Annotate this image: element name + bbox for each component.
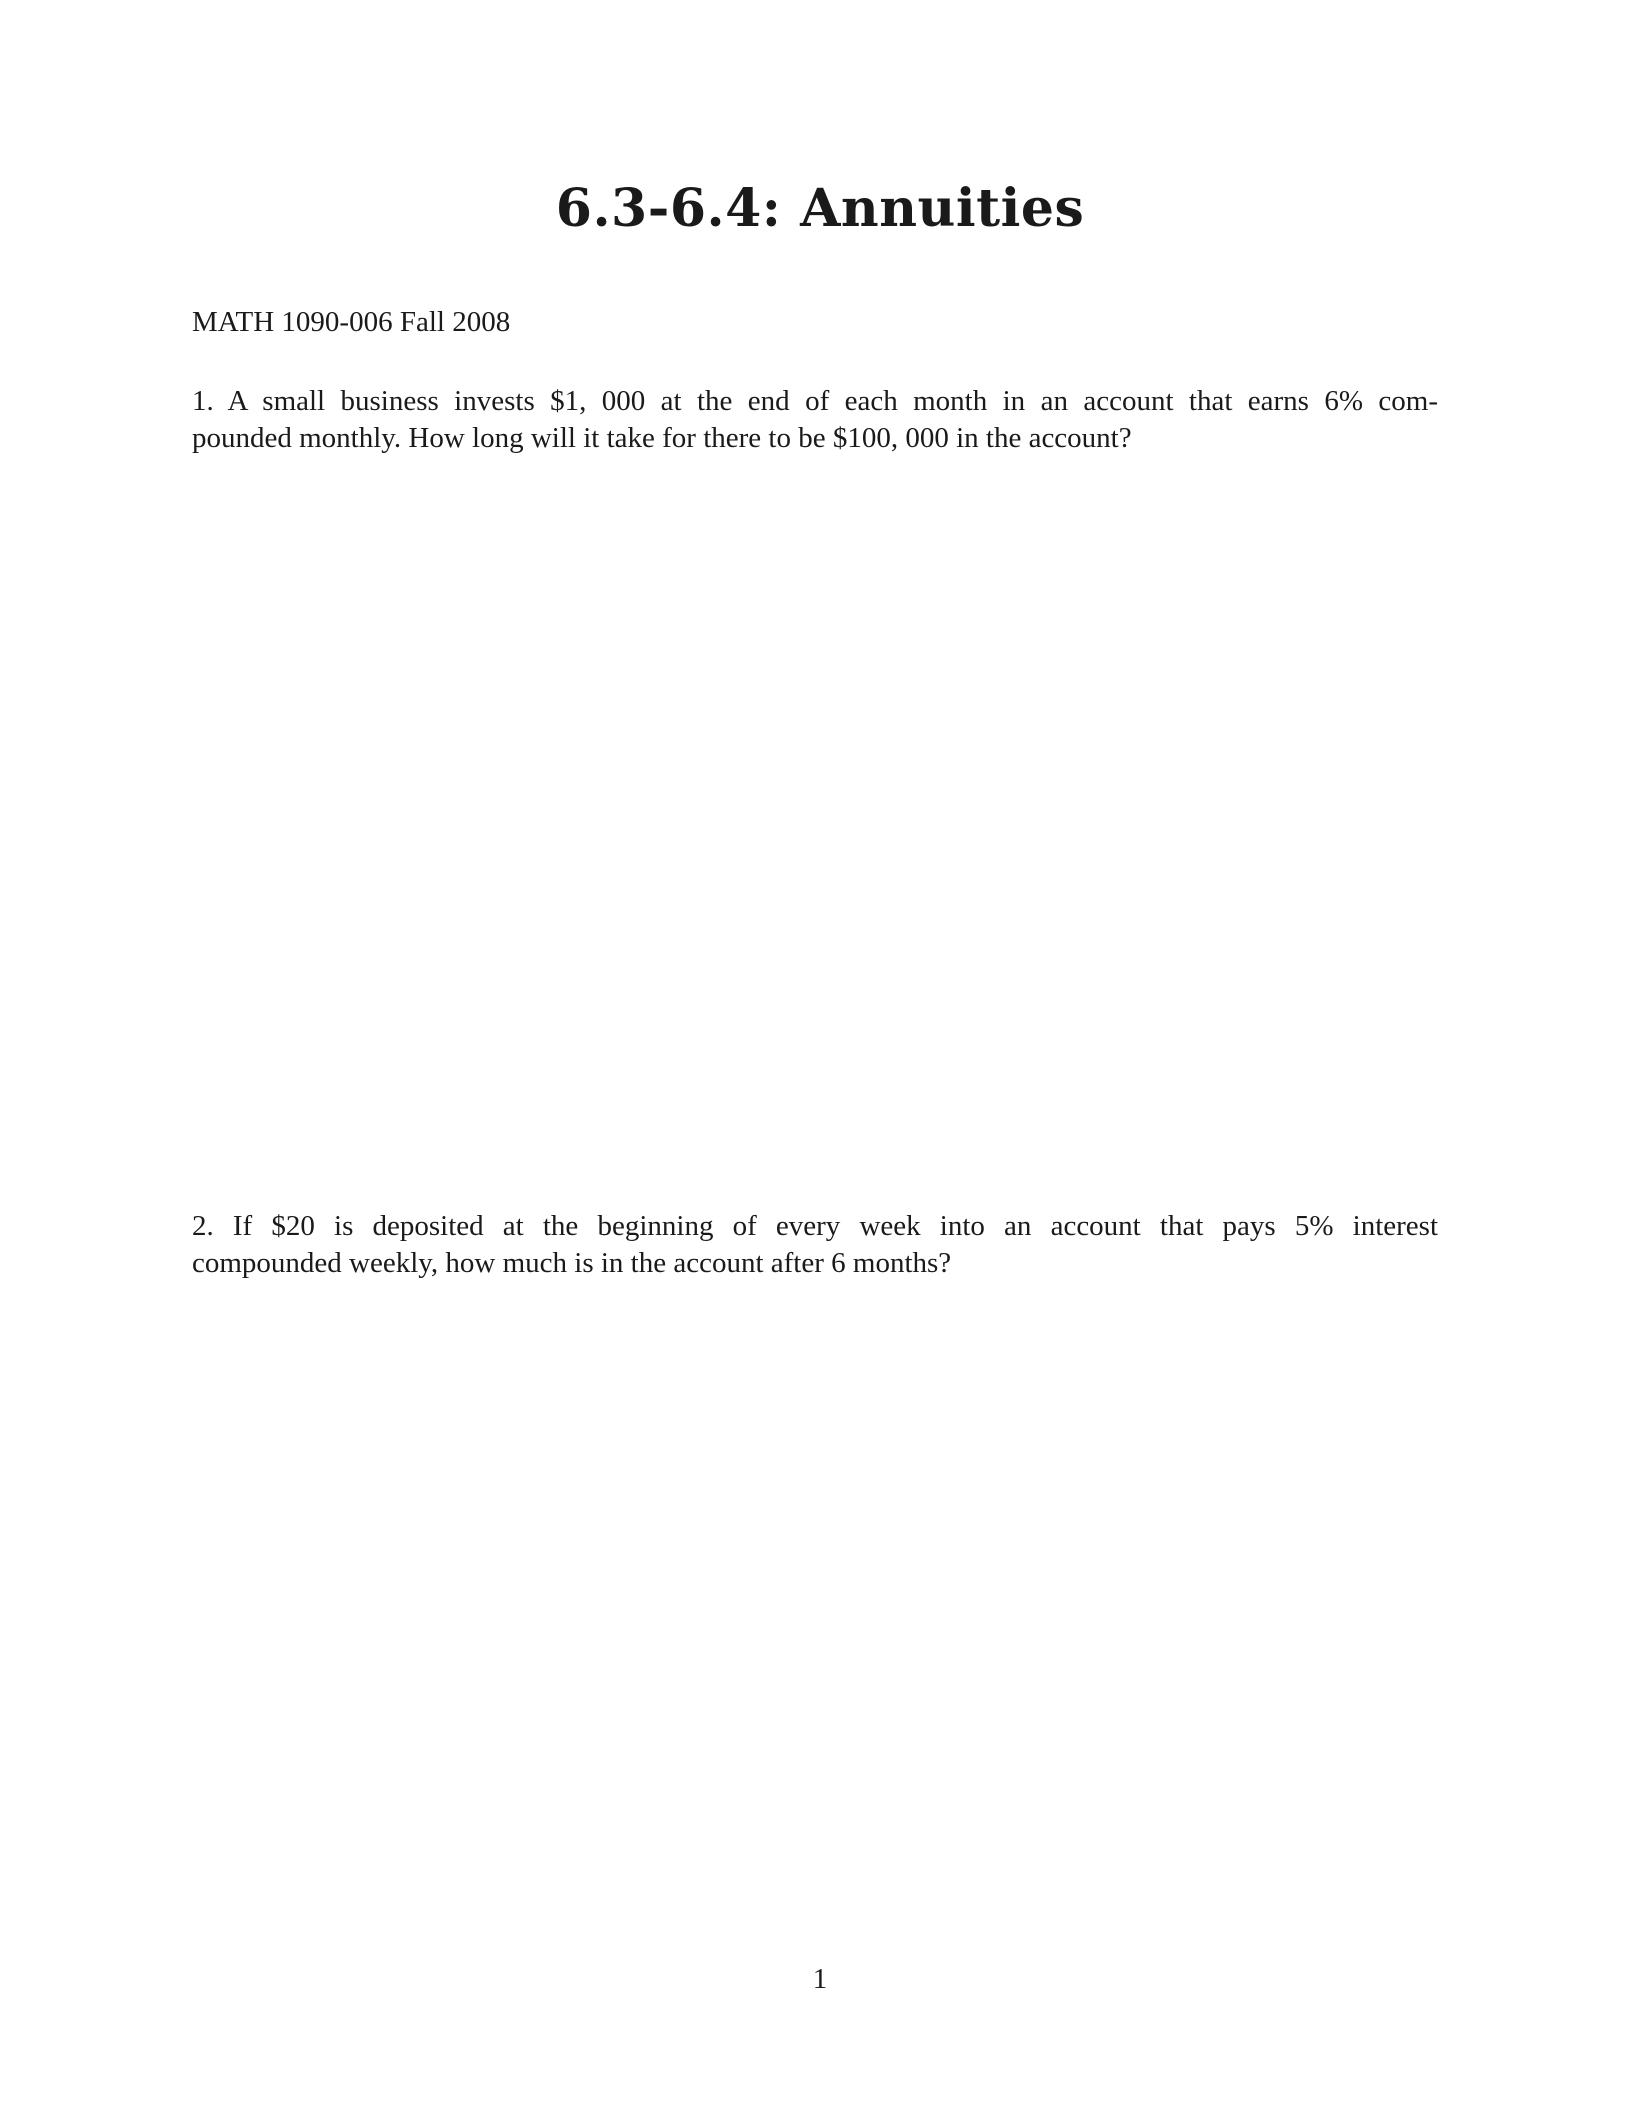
problem-1-line-1: 1. A small business invests $1, 000 at the end of each month in an account that earns 6% com- <box>192 385 1438 417</box>
problem-1-line-2: pounded monthly. How long will it take for there to be $100, 000 in the account? <box>192 422 1132 454</box>
document-title: 6.3-6.4: Annuities <box>555 178 1085 239</box>
problem-1 <box>192 383 1438 457</box>
course-info: MATH 1090-006 Fall 2008 <box>192 306 511 338</box>
problem-2 <box>192 1208 1438 1282</box>
problem-2-line-1: 2. If $20 is deposited at the beginning of every week into an account that pays 5% interest <box>192 1210 1438 1242</box>
page-number: 1 <box>812 1963 828 1995</box>
problem-2-line-2: compounded weekly, how much is in the account after 6 months? <box>192 1247 952 1279</box>
